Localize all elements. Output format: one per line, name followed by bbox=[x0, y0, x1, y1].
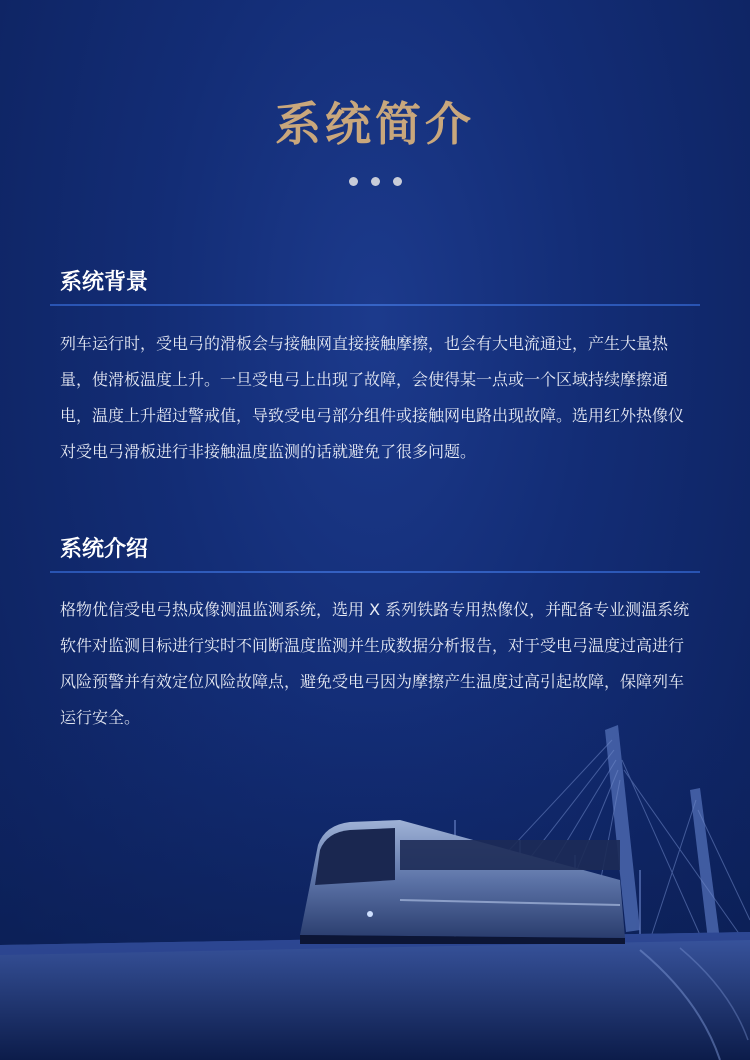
page-title: 系统简介 bbox=[275, 97, 475, 151]
section-body-background: 列车运行时，受电弓的滑板会与接触网直接接触摩擦，也会有大电流通过，产生大量热量，使滑板温度上升。一旦受电弓上出现了故障，会使得某一点或一个区域持续摩擦通电，温度上升超过警戒值，导致受电弓部分组件或接触网电路出现故障。选用红外热像仪对受电弓滑板进行非接触温度监测的话就避免了很多问题。 bbox=[60, 334, 685, 461]
decorative-dots bbox=[0, 177, 750, 189]
train-bridge-illustration bbox=[0, 700, 750, 1060]
dot bbox=[349, 177, 358, 186]
section-body-introduction: 格物优信受电弓热成像测温监测系统，选用 X 系列铁路专用热像仪，并配备专业测温系统软件对监测目标进行实时不间断温度监测并生成数据分析报告，对于受电弓温度过高进行风险预警并有效定位风险故障点，避免受电弓因为摩擦产生温度过高引起故障，保障列车 bbox=[60, 600, 690, 691]
section-divider bbox=[50, 304, 700, 306]
dot bbox=[371, 177, 380, 186]
section-heading-background: 系统背景 bbox=[60, 270, 149, 295]
dot bbox=[393, 177, 402, 186]
section-divider bbox=[50, 571, 700, 573]
section-heading-introduction: 系统介绍 bbox=[60, 537, 149, 562]
